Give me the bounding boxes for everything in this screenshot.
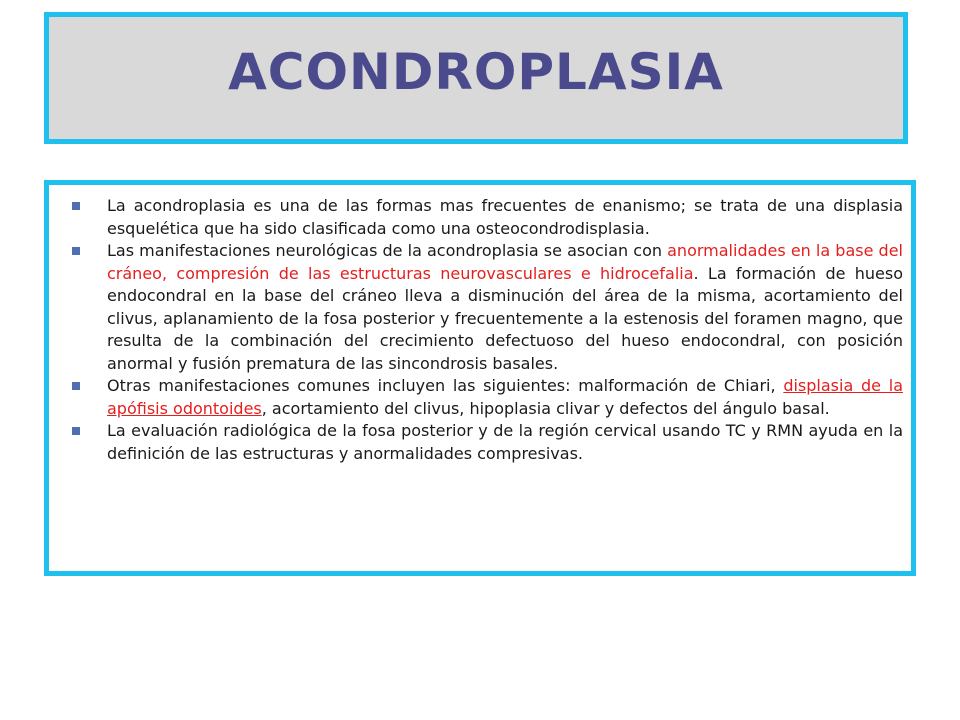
bullet-text-lead: Otras manifestaciones comunes incluyen las siguientes: malformación de Chiari, [107,376,784,395]
bullet-text-rest: . La formación de hueso endocondral en la base del cráneo lleva a disminución del área de la misma, acortamiento del clivus, aplanamiento de la fosa posterior y frecuentemente a la estenosis del foramen magno, que resulta de la combinación del crecimiento defectuoso del hueso endocondral, con posición anormal y fusión prematura de las sincondrosis basales. [107,263,903,373]
content-box [44,180,916,576]
bullet-item-neurological [65,240,903,375]
bullet-text-lead: Las manifestaciones neurológicas de la acondroplasia se asocian con [107,241,668,260]
square-bullet-icon [72,202,80,210]
bullet-text: La acondroplasia es una de las formas mas frecuentes de enanismo; se trata de una displasia esquelética que ha sido clasificada como una osteocondrodisplasia. [107,196,903,238]
square-bullet-icon [72,247,80,255]
bullet-item-definition [65,195,903,240]
odontoid-dysplasia-link[interactable]: displasia de la apófisis odontoides [107,376,904,418]
bullet-text: La evaluación radiológica de la fosa posterior y de la región cervical usando TC y RMN ayuda en la definición de las estructuras y anormalidades compresivas. [107,421,903,463]
highlighted-text: anormalidades en la base del cráneo, compresión de las estructuras neurovasculares e hidrocefalia [107,241,903,283]
slide-title: ACONDROPLASIA [228,43,724,101]
title-box [44,12,908,144]
bullet-text-rest: , acortamiento del clivus, hipoplasia clivar y defectos del ángulo basal. [261,398,830,418]
square-bullet-icon [72,427,80,435]
square-bullet-icon [72,382,80,390]
bullet-item-radiology [65,420,903,465]
bullet-item-other-manifestations [65,375,903,420]
bullet-list [65,195,903,465]
